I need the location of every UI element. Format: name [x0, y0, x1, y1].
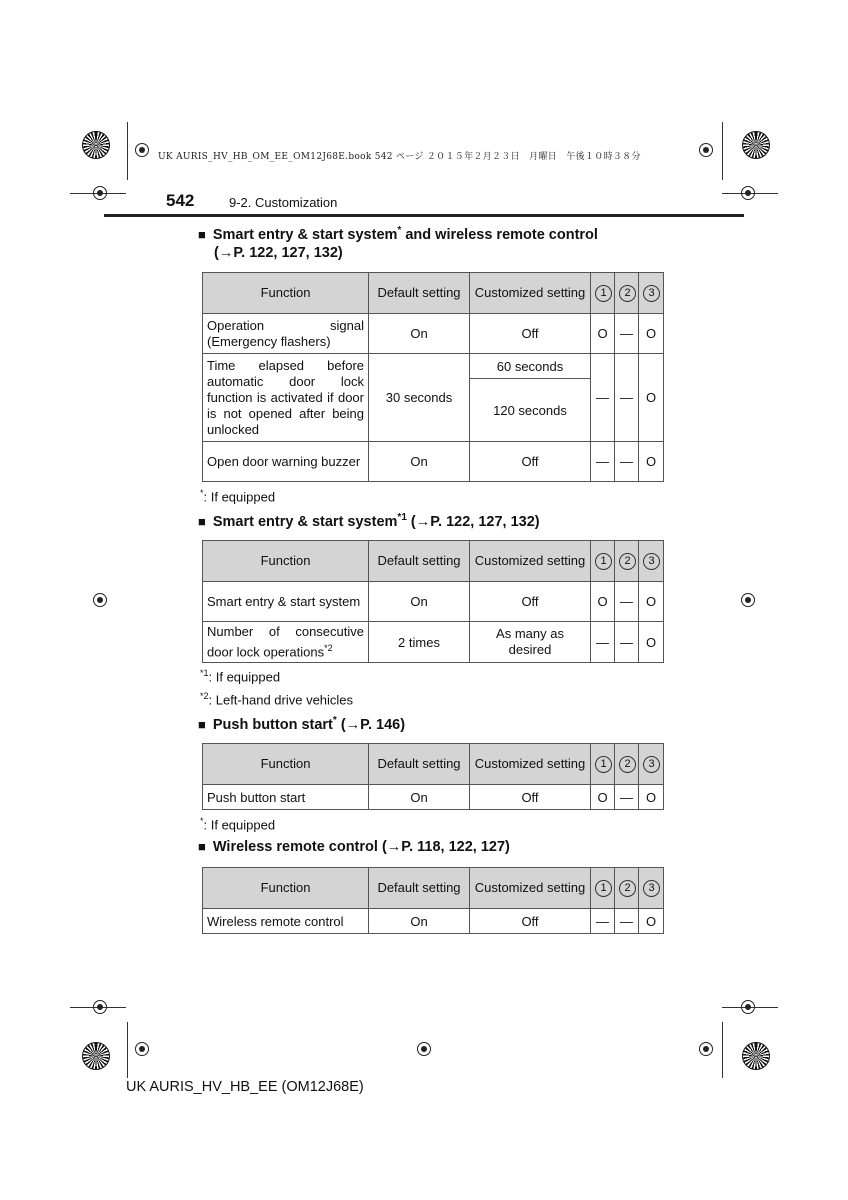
square-bullet-icon: ■: [198, 513, 206, 529]
mark-1: O: [591, 785, 615, 810]
default-cell: 30 seconds: [369, 354, 470, 442]
table-header-row: [203, 541, 664, 582]
col-function: Function: [203, 541, 369, 582]
registration-mark-icon: [135, 1042, 149, 1056]
function-cell: Wireless remote control: [203, 909, 369, 934]
footnote: $^{*1}$: If equipped: [200, 668, 281, 685]
function-cell: Number of consecutive door lock operations$^{*2}$: [203, 622, 369, 663]
default-cell: On: [369, 582, 470, 622]
default-cell: On: [369, 785, 470, 810]
custom-cell: 60 seconds: [470, 354, 591, 379]
registration-mark-icon: [93, 186, 107, 200]
sec2-table: [202, 540, 664, 663]
custom-cell: Off: [470, 442, 591, 482]
section-title: 9-2. Customization: [229, 195, 338, 210]
default-cell: 2 times: [369, 622, 470, 663]
circled-2-icon: 2: [619, 880, 636, 897]
circled-1-icon: 1: [595, 553, 612, 570]
mark-3: O: [639, 785, 664, 810]
mark-1: O: [591, 582, 615, 622]
mark-1: —: [591, 909, 615, 934]
footnote: $^{*2}$: Left-hand drive vehicles: [200, 691, 354, 708]
mark-1: —: [591, 442, 615, 482]
custom-cell: Off: [470, 314, 591, 354]
table-row: [203, 582, 664, 622]
print-header: UK AURIS_HV_HB_OM_EE_OM12J68E.book 542 ページ ２０１５年２月２３日 月曜日 午後１０時３８分: [158, 152, 641, 162]
registration-mark-icon: [741, 186, 755, 200]
col-function: Function: [203, 744, 369, 785]
circled-1-icon: 1: [595, 880, 612, 897]
sec3-table: [202, 743, 664, 810]
col-customized: Customized setting: [470, 868, 591, 909]
col-function: Function: [203, 868, 369, 909]
circled-3-icon: 3: [643, 880, 660, 897]
mark-2: —: [615, 785, 639, 810]
registration-mark-icon: [741, 1000, 755, 1014]
sec3-heading: ■ Push button start* (→P. 146): [198, 715, 406, 733]
circled-2-icon: 2: [619, 553, 636, 570]
crop-mark: [127, 122, 128, 180]
default-cell: On: [369, 442, 470, 482]
col-customized: Customized setting: [470, 541, 591, 582]
crop-mark: [722, 122, 723, 180]
document-footer: UK AURIS_HV_HB_EE (OM12J68E): [126, 1079, 364, 1095]
square-bullet-icon: ■: [198, 839, 206, 854]
default-cell: On: [369, 314, 470, 354]
custom-cell: As many as desired: [470, 622, 591, 663]
circled-3-icon: 3: [643, 756, 660, 773]
custom-cell: Off: [470, 785, 591, 810]
mark-2: —: [615, 909, 639, 934]
table-header-row: [203, 868, 664, 909]
col-customized: Customized setting: [470, 744, 591, 785]
table-header-row: [203, 744, 664, 785]
registration-mark-icon: [741, 593, 755, 607]
mark-3: O: [639, 622, 664, 663]
footnote: *: If equipped: [200, 488, 276, 505]
mark-3: O: [639, 582, 664, 622]
mark-3: O: [639, 909, 664, 934]
function-cell: Operation signal (Emergency flashers): [203, 314, 369, 354]
table-row: [203, 442, 664, 482]
table-row: [203, 785, 664, 810]
sec1-heading: ■ Smart entry & start system* and wireless remote control: [198, 225, 598, 243]
crop-mark: [722, 1022, 723, 1078]
registration-rosette-icon: [82, 1042, 110, 1070]
registration-mark-icon: [135, 143, 149, 157]
registration-mark-icon: [699, 143, 713, 157]
custom-cell: Off: [470, 582, 591, 622]
col-default: Default setting: [369, 744, 470, 785]
registration-mark-icon: [93, 1000, 107, 1014]
col-default: Default setting: [369, 868, 470, 909]
table-row: [203, 314, 664, 354]
square-bullet-icon: ■: [198, 226, 206, 242]
mark-2: —: [615, 582, 639, 622]
function-cell: Push button start: [203, 785, 369, 810]
circled-2-icon: 2: [619, 756, 636, 773]
sec4-heading: ■ Wireless remote control (→P. 118, 122, 127): [198, 839, 510, 855]
circled-3-icon: 3: [643, 553, 660, 570]
registration-mark-icon: [93, 593, 107, 607]
custom-cell: Off: [470, 909, 591, 934]
circled-1-icon: 1: [595, 285, 612, 302]
circled-3-icon: 3: [643, 285, 660, 302]
registration-rosette-icon: [82, 131, 110, 159]
mark-1: —: [591, 354, 615, 442]
col-default: Default setting: [369, 541, 470, 582]
header-rule: [104, 214, 744, 217]
table-row: [203, 909, 664, 934]
crop-mark: [127, 1022, 128, 1078]
sec2-heading: ■ Smart entry & start system$^{*1}$ (→P. 122, 127, 132): [198, 512, 540, 530]
circled-2-icon: 2: [619, 285, 636, 302]
function-cell: Smart entry & start system: [203, 582, 369, 622]
sec1-ref: (→P. 122, 127, 132): [214, 245, 343, 261]
col-function: Function: [203, 273, 369, 314]
mark-1: —: [591, 622, 615, 663]
mark-3: O: [639, 314, 664, 354]
registration-mark-icon: [699, 1042, 713, 1056]
mark-2: —: [615, 442, 639, 482]
square-bullet-icon: ■: [198, 716, 206, 732]
col-customized: Customized setting: [470, 273, 591, 314]
footnote: *: If equipped: [200, 816, 276, 833]
function-cell: Open door warning buzzer: [203, 442, 369, 482]
col-default: Default setting: [369, 273, 470, 314]
default-cell: On: [369, 909, 470, 934]
mark-3: O: [639, 354, 664, 442]
registration-mark-icon: [417, 1042, 431, 1056]
mark-2: —: [615, 622, 639, 663]
table-row: [203, 354, 664, 379]
table-header-row: [203, 273, 664, 314]
mark-3: O: [639, 442, 664, 482]
mark-1: O: [591, 314, 615, 354]
registration-rosette-icon: [742, 131, 770, 159]
sec4-table: [202, 867, 664, 934]
table-row: [203, 622, 664, 663]
page-number: 542: [166, 191, 195, 210]
custom-cell: 120 seconds: [470, 379, 591, 442]
function-cell: Time elapsed before automatic door lock function is activated if door is not opened after being unlocked: [203, 354, 369, 442]
registration-rosette-icon: [742, 1042, 770, 1070]
mark-2: —: [615, 354, 639, 442]
mark-2: —: [615, 314, 639, 354]
sec1-table: [202, 272, 664, 482]
circled-1-icon: 1: [595, 756, 612, 773]
